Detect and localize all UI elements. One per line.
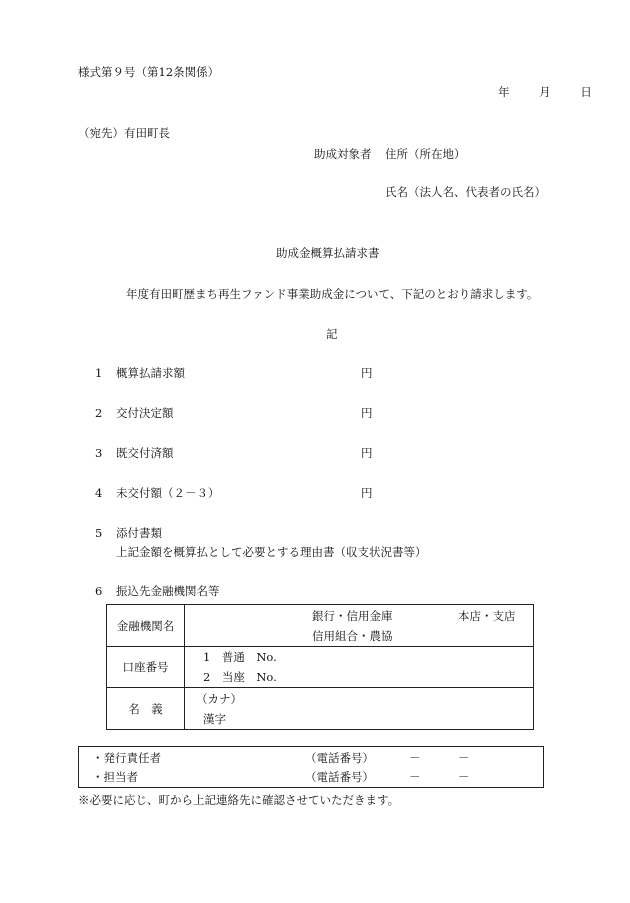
holder-value [185,688,534,730]
contact-role: ・発行責任者 [92,751,161,765]
bank-table [106,604,534,730]
date-month: 月 [539,85,551,99]
account-label: 口座番号 [107,647,185,688]
date-line [498,87,592,99]
applicant-name-label: 氏名（法人名、代表者の氏名） [385,185,546,199]
date-year: 年 [498,85,510,99]
contact-dash: － [409,751,421,765]
document-title: 助成金概算払請求書 [276,246,380,260]
account-option-ordinary: 1 普通 No. [203,650,277,664]
contact-dash: － [458,770,470,784]
intro-text: 年度有田町歴まち再生ファンド事業助成金について、下記のとおり請求します。 [126,287,539,301]
item-label: 未交付額（２－３） [116,486,220,500]
attachments-detail: 上記金額を概算払として必要とする理由書（収支状況書等） [116,545,427,559]
item-unit: 円 [361,446,373,460]
applicant-address-label: 住所（所在地） [385,147,466,161]
holder-label: 名 義 [107,688,185,730]
item-label: 概算払請求額 [116,366,185,380]
account-value [185,647,534,688]
institution-label: 金融機関名 [107,605,185,647]
account-row [107,647,534,688]
institution-value [185,605,534,647]
institution-types-1: 銀行・信用金庫 [312,608,393,623]
item-unit: 円 [361,406,373,420]
bank-number: 6 [95,584,103,598]
item-number: 4 [95,486,103,500]
institution-types-2: 信用組合・農協 [312,628,393,643]
item-unit: 円 [361,486,373,500]
form-number: 様式第９号（第12条関係） [78,65,220,79]
item-label: 既交付済額 [116,446,174,460]
contact-box [78,746,544,788]
attachments-label: 添付書類 [116,526,162,540]
item-number: 2 [95,406,103,420]
holder-row [107,688,534,730]
item-unit: 円 [361,366,373,380]
holder-kana: （カナ） [196,691,242,706]
contact-role: ・担当者 [92,770,138,784]
footnote: ※必要に応じ、町から上記連絡先に確認させていただきます。 [78,793,400,807]
addressee: （宛先）有田町長 [78,126,170,140]
item-label: 交付決定額 [116,406,174,420]
item-number: 1 [95,366,103,380]
applicant-role: 助成対象者 [314,147,372,161]
institution-branch: 本店・支店 [458,609,516,623]
account-option-current: 2 当座 No. [203,670,277,684]
contact-dash: － [409,770,421,784]
ki-heading: 記 [326,327,338,341]
attachments-number: 5 [95,526,103,540]
contact-phone-label: （電話番号） [305,770,374,784]
bank-heading: 振込先金融機関名等 [116,584,220,598]
date-day: 日 [580,85,592,99]
holder-kanji: 漢字 [203,711,226,726]
item-number: 3 [95,446,103,460]
contact-phone-label: （電話番号） [305,751,374,765]
contact-dash: － [458,751,470,765]
institution-row [107,605,534,647]
